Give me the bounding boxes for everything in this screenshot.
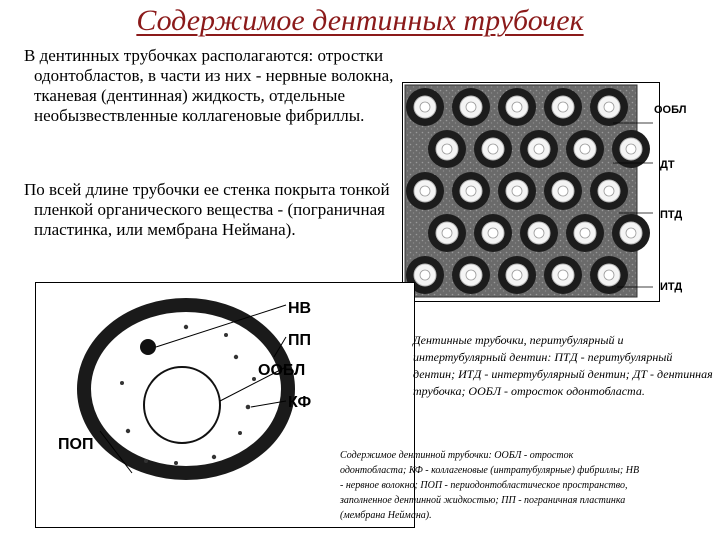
odontoblast-process-dot (626, 144, 636, 154)
fig1-labels (652, 82, 692, 300)
odontoblast-process-dot (604, 186, 614, 196)
label-kf: КФ (288, 394, 312, 411)
odontoblast-process-dot (534, 228, 544, 238)
odontoblast-process-dot (466, 102, 476, 112)
odontoblast-process-dot (420, 270, 430, 280)
label-pop: ПОП (58, 436, 94, 453)
figure1-caption: Дентинные трубочки, перитубулярный и интертубулярный дентин: ПТД - перитубулярный дентин; ИТД - интертубулярный дентин; ДТ - дентинная трубочка; ООБЛ - отросток одонтобласта. (413, 333, 713, 398)
odontoblast-process-dot (488, 228, 498, 238)
label-pp: ПП (288, 332, 311, 349)
tubules-cross-section-figure (402, 82, 660, 302)
odontoblast-process-dot (534, 144, 544, 154)
odontoblast-process-dot (580, 228, 590, 238)
odontoblast-process-dot (466, 186, 476, 196)
label-oobl: ООБЛ (654, 104, 687, 116)
nerve-fiber (140, 339, 156, 355)
paragraph-wall: По всей длине трубочки ее стенка покрыта тонкой пленкой органического вещества - (пограничная пластинка, или мембрана Неймана). (24, 180, 390, 239)
odontoblast-process-dot (580, 144, 590, 154)
paragraph-contents: В дентинных трубочках располагаются: отростки одонтобластов, в части из них - нервные волокна, тканевая (дентинная) жидкость, отдельные необызвествленные коллагеновые фибриллы. (24, 46, 394, 125)
label-oobl: ООБЛ (258, 362, 306, 379)
odontoblast-process-dot (558, 270, 568, 280)
odontoblast-process-dot (558, 186, 568, 196)
odontoblast-process-dot (512, 186, 522, 196)
odontoblast-process-dot (488, 144, 498, 154)
odontoblast-process-dot (442, 144, 452, 154)
odontoblast-process-dot (604, 270, 614, 280)
odontoblast-process-dot (512, 102, 522, 112)
odontoblast-process-dot (626, 228, 636, 238)
odontoblast-process-dot (420, 186, 430, 196)
odontoblast-process-dot (512, 270, 522, 280)
odontoblast-process-dot (604, 102, 614, 112)
label-nv: НВ (288, 300, 312, 317)
label-ptd: ПТД (660, 209, 683, 221)
odontoblast-process-dot (442, 228, 452, 238)
label-itd: ИТД (660, 281, 683, 293)
figure2-caption: Содержимое дентинной трубочки: ООБЛ - отросток одонтобласта; КФ - коллагеновые (интратубулярные) фибриллы; НВ - нервное волокно; ПОП - периодонтобластическое пространство, заполненное дентинной жидкостью; ПП - пограничная пластинка (мембрана Неймана). (340, 450, 640, 521)
tubules-drawing (403, 83, 659, 301)
slide-title: Содержимое дентинных трубочек (136, 4, 584, 37)
label-dt: ДТ (660, 159, 675, 171)
odontoblast-process-dot (466, 270, 476, 280)
odontoblast-process (144, 367, 220, 443)
odontoblast-process-dot (420, 102, 430, 112)
odontoblast-process-dot (558, 102, 568, 112)
